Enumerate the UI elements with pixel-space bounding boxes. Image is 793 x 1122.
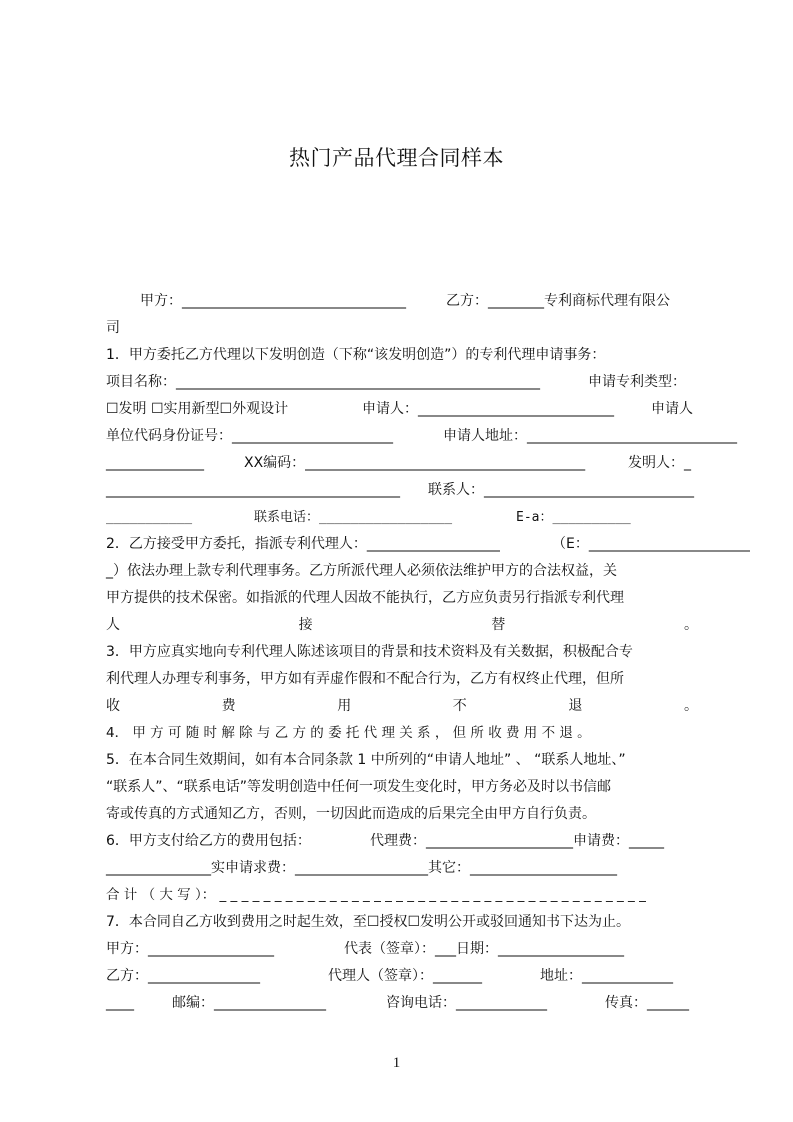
postcode-line — [106, 450, 698, 477]
agent-field: 2．乙方接受甲方委托，指派专利代理人：___________________ — [106, 536, 500, 552]
fees-line — [106, 855, 698, 882]
contact-line — [106, 477, 698, 504]
text-segment: _）依法办理上款专利代理事务。乙方所派代理人必须依法维护甲方的合法权益，关 — [106, 563, 617, 579]
text-segment: 接 — [298, 617, 313, 633]
text-segment: “联系人”、“联系电话”等发明创造中任何一项发生变化时，甲方务必及时以书信邮 — [106, 779, 612, 795]
text-segment: ___________ — [106, 510, 193, 525]
party-a-field: 甲方：________________________________ — [140, 293, 406, 309]
text-segment: 人 — [106, 617, 120, 633]
text-segment: 费 — [221, 698, 236, 714]
text-line — [106, 612, 698, 639]
text-line — [106, 558, 698, 585]
text-segment: __________________________________________ — [106, 482, 400, 498]
agency-fee-field: 代理费：_____________________申请费：_____ — [370, 833, 664, 849]
email-field: E-a：__________ — [516, 510, 631, 525]
text-segment: 退 — [568, 698, 583, 714]
text-segment: 1．甲方委托乙方代理以下发明创造（下称“该发明创造”）的专利代理申请事务： — [106, 347, 606, 363]
text-segment: 利代理人办理专利事务，甲方如有弄虚作假和不配合行为，乙方有权终止代理，但所 — [106, 671, 624, 687]
text-segment: 6．甲方支付给乙方的费用包括： — [106, 833, 311, 849]
applicant-id-line — [106, 423, 737, 450]
text-segment: 收 — [106, 698, 120, 714]
text-segment: 4． 甲 方 可 随 时 解 除 与 乙 方 的 委 托 代 理 关 系 ， 但 所 收 费 用 不 退 。 — [106, 725, 591, 741]
agent-sign-field: 代理人（签章）：_______ — [328, 968, 482, 984]
text-segment: 7．本合同自乙方收到费用之时起生效，至☐授权☐发明公开或驳回通知书下达为止。 — [106, 914, 631, 930]
clause-7-line — [106, 909, 698, 936]
party-a-sign-field: 甲方：__________________ — [106, 941, 274, 957]
fax-field: 传真：______ — [605, 995, 689, 1011]
text-segment: 5．在本合同生效期间，如有本合同条款 1 中所列的“申请人地址” 、 “联系人地址、” — [106, 752, 626, 768]
text-line — [106, 666, 698, 693]
party-b-sign-field: 乙方：________________ — [106, 968, 260, 984]
text-segment: 不 — [452, 698, 467, 714]
exam-fee-field: _______________实申请求费：___________________其它：_____________________ — [106, 860, 617, 876]
text-segment: ______________ — [106, 455, 204, 471]
text-segment: 3．甲方应真实地向专利代理人陈述该项目的背景和技术资料及有关数据，积极配合专 — [106, 644, 633, 660]
text-line — [106, 693, 698, 720]
phone-line — [106, 504, 698, 531]
contact-person-field: 联系人：______________________________ — [428, 482, 694, 498]
postcode-sign-field: 邮编：________________ — [172, 995, 326, 1011]
patent-type-line — [106, 396, 698, 423]
text-segment: 。 — [683, 617, 698, 633]
text-line — [106, 801, 698, 828]
phone-field: 联系电话：_________________ — [254, 510, 453, 525]
text-segment: 用 — [337, 698, 352, 714]
clause-5-line — [106, 747, 698, 774]
party-b-sign-line — [106, 963, 698, 990]
document-title: 热门产品代理合同样本 — [289, 146, 504, 170]
clause-6-line — [106, 828, 698, 855]
text-segment: ____ — [106, 995, 134, 1011]
text-segment: 替 — [491, 617, 506, 633]
agent-email-field: （E：_______________________ — [552, 536, 750, 552]
patent-type-label: 申请专利类型： — [588, 374, 686, 390]
contact-info-line — [106, 990, 698, 1017]
clause-1-line — [106, 342, 698, 369]
project-name-line — [106, 369, 698, 396]
text-segment: 申请人 — [651, 401, 693, 417]
text-line — [106, 315, 698, 342]
applicant-field: 申请人：____________________________ — [362, 401, 614, 417]
address-field: 地址：_____________ — [540, 968, 673, 984]
party-b-field: 乙方：________专利商标代理有限公 — [446, 293, 670, 309]
text-line — [106, 585, 698, 612]
page-number: 1 — [392, 1055, 401, 1071]
consult-phone-field: 咨询电话：_____________ — [386, 995, 547, 1011]
applicant-address-field: 申请人地址：______________________________ — [443, 428, 737, 444]
postcode-field: XX编码：________________________________________ — [244, 455, 586, 471]
clause-4-line — [106, 720, 698, 747]
id-code-field: 单位代码身份证号：_______________________ — [106, 428, 393, 444]
total-line — [106, 882, 698, 909]
text-segment: 司 — [106, 320, 120, 336]
clause-3-line — [106, 639, 698, 666]
patent-type-options: ☐发明 ☐实用新型☐外观设计 — [106, 401, 289, 417]
text-segment: 寄或传真的方式通知乙方，否则，一切因此而造成的后果完全由甲方自行负责。 — [106, 806, 596, 822]
text-line — [106, 774, 698, 801]
text-segment: 甲方提供的技术保密。如指派的代理人因故不能执行，乙方应负责另行指派专利代理 — [106, 590, 624, 606]
total-amount-field: 合 计 （ 大 写 ）： _ _ _ _ _ _ _ _ _ _ _ _ _ _ _ _ _ _ _ _ _ _ _ _ _ _ _ _ _ _ _ _ _ _ _ _ _ _ _ — [106, 887, 646, 903]
text-segment: 。 — [683, 698, 698, 714]
party-a-line — [106, 288, 698, 315]
party-a-sign-line — [106, 936, 698, 963]
inventor-field: 发明人：_ — [628, 455, 691, 471]
clause-2-line — [106, 531, 750, 558]
representative-date-field: 代表（签章）：___日期：__________________ — [344, 941, 624, 957]
project-name-field: 项目名称：____________________________________________________ — [106, 374, 540, 390]
